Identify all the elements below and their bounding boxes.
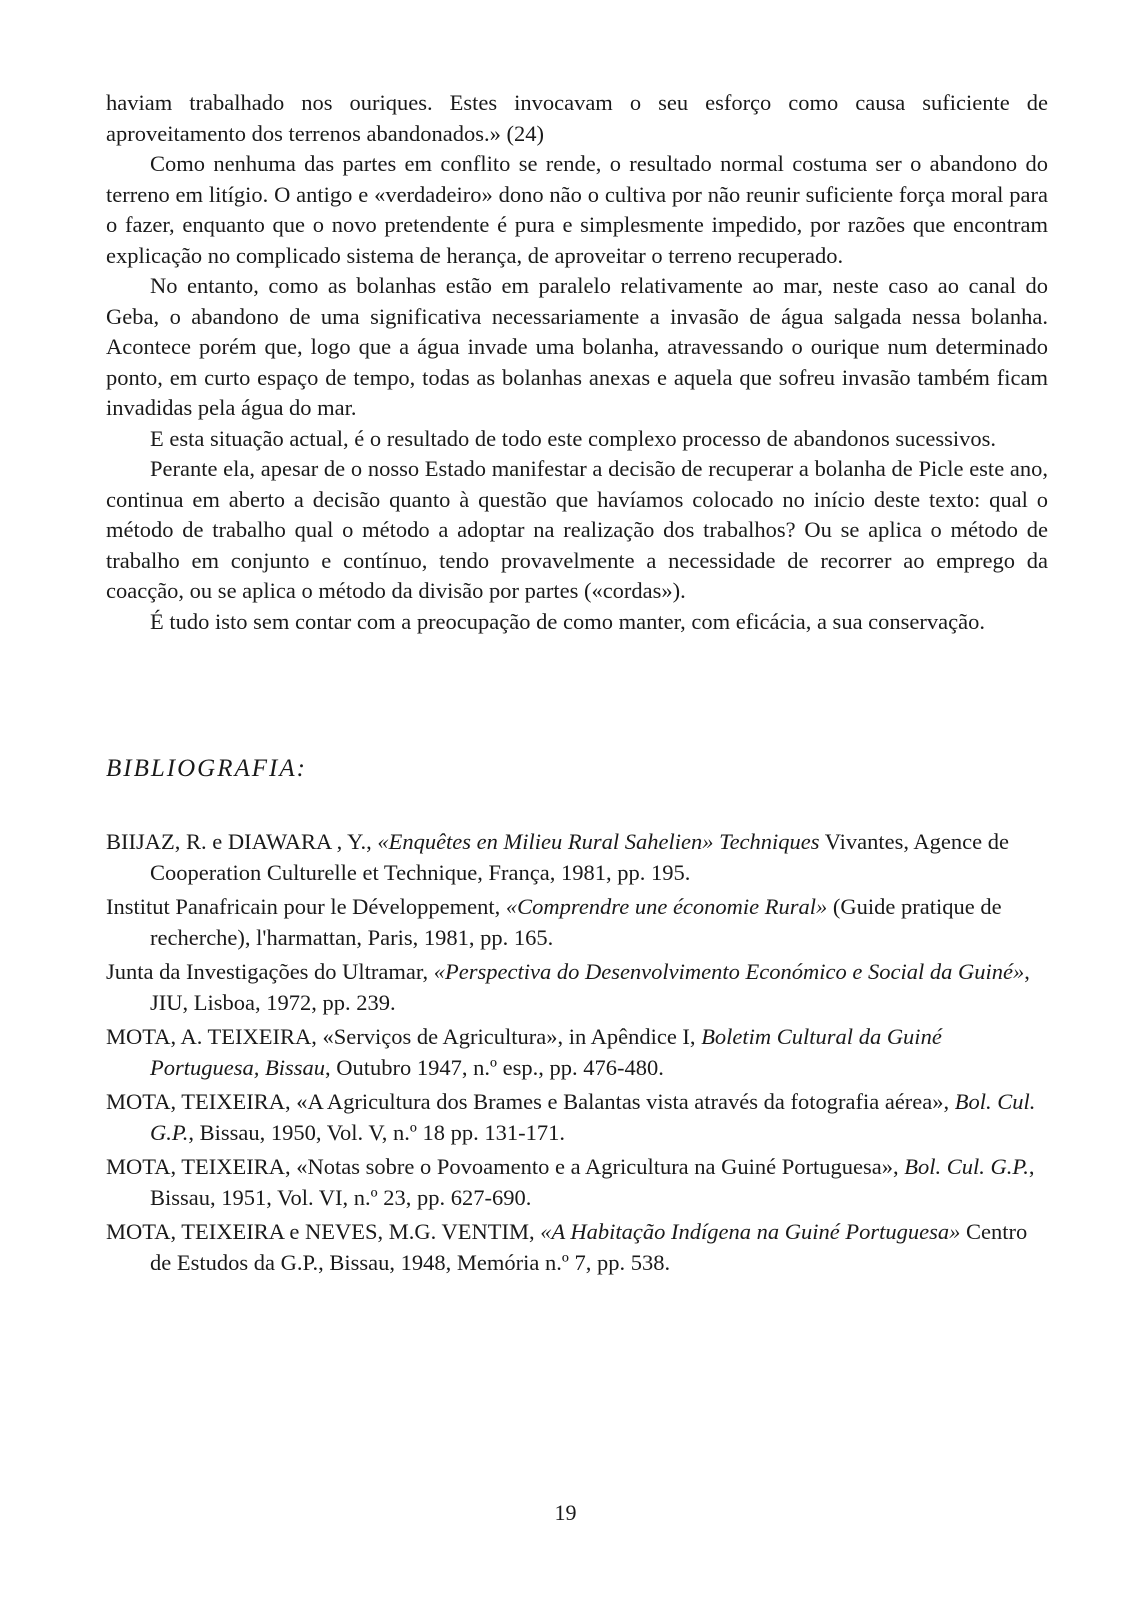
bibliography-entry: MOTA, A. TEIXEIRA, «Serviços de Agricultura», in Apêndice I, Boletim Cultural da Guiné Portuguesa, Bissau, Outubro 1947, n.º esp., pp. 476-480. — [106, 1024, 942, 1080]
document-page — [106, 88, 1048, 1282]
bibliography-entry: MOTA, TEIXEIRA, «A Agricultura dos Brames e Balantas vista através da fotografia aérea», Bol. Cul. G.P., Bissau, 1950, Vol. V, n.º 18 pp. 131-171. — [106, 1089, 1036, 1145]
paragraph: No entanto, como as bolanhas estão em paralelo relativamente ao mar, neste caso ao canal do Geba, o abandono de uma significativa necessariamente a invasão de água salgada nessa bolanha. Acontece porém que, logo que a água invade uma bolanha, atravessando o ourique num determinado ponto, em curto espaço de tempo, todas as bolanhas anexas e aquela que sofreu invasão também ficam invadidas pela água do mar. — [106, 273, 1048, 420]
bibliography-entry: BIIJAZ, R. e DIAWARA , Y., «Enquêtes en Milieu Rural Sahelien» Techniques Vivantes, Agence de Cooperation Culturelle et Technique, França, 1981, pp. 195. — [106, 829, 1009, 885]
bibliography-entry: MOTA, TEIXEIRA e NEVES, M.G. VENTIM, «A Habitação Indígena na Guiné Portuguesa» Centro de Estudos da G.P., Bissau, 1948, Memória n.º 7, pp. 538. — [106, 1219, 1028, 1275]
bibliography-entry: Institut Panafricain pour le Développement, «Comprendre une économie Rural» (Guide pratique de recherche), l'harmattan, Paris, 1981, pp. 165. — [106, 894, 1002, 950]
paragraph: haviam trabalhado nos ouriques. Estes invocavam o seu esforço como causa suficiente de aproveitamento dos terrenos abandonados.» (24) — [106, 90, 1048, 146]
paragraph: Perante ela, apesar de o nosso Estado manifestar a decisão de recuperar a bolanha de Picle este ano, continua em aberto a decisão quanto à questão que havíamos colocado no início deste texto: qual o método de trabalho qual o método a adoptar na realização dos trabalhos? Ou se aplica o método de trabalho em conjunto e contínuo, tendo provavelmente a necessidade de recorrer ao emprego da coacção, ou se aplica o método da divisão por partes («cordas»). — [106, 456, 1048, 603]
page-number: 19 — [554, 1500, 577, 1525]
paragraph: É tudo isto sem contar com a preocupação de como manter, com eficácia, a sua conservação. — [150, 608, 985, 634]
paragraph: E esta situação actual, é o resultado de todo este complexo processo de abandonos sucessivos. — [150, 425, 997, 451]
bibliography-heading: BIBLIOGRAFIA: — [106, 755, 307, 782]
paragraph: Como nenhuma das partes em conflito se rende, o resultado normal costuma ser o abandono do terreno em litígio. O antigo e «verdadeiro» dono não o cultiva por não reunir suficiente força moral para o fazer, enquanto que o novo pretendente é pura e simplesmente impedido, por razões que encontram explicação no complicado sistema de herança, de aproveitar o terreno recuperado. — [106, 151, 1048, 268]
bibliography-list — [106, 827, 1048, 1278]
bibliography-entry: MOTA, TEIXEIRA, «Notas sobre o Povoamento e a Agricultura na Guiné Portuguesa», Bol. Cul. G.P., Bissau, 1951, Vol. VI, n.º 23, pp. 627-690. — [106, 1154, 1035, 1210]
bibliography-entry: Junta da Investigações do Ultramar, «Perspectiva do Desenvolvimento Económico e Social da Guiné», JIU, Lisboa, 1972, pp. 239. — [106, 959, 1030, 1015]
body-text — [106, 88, 1048, 637]
